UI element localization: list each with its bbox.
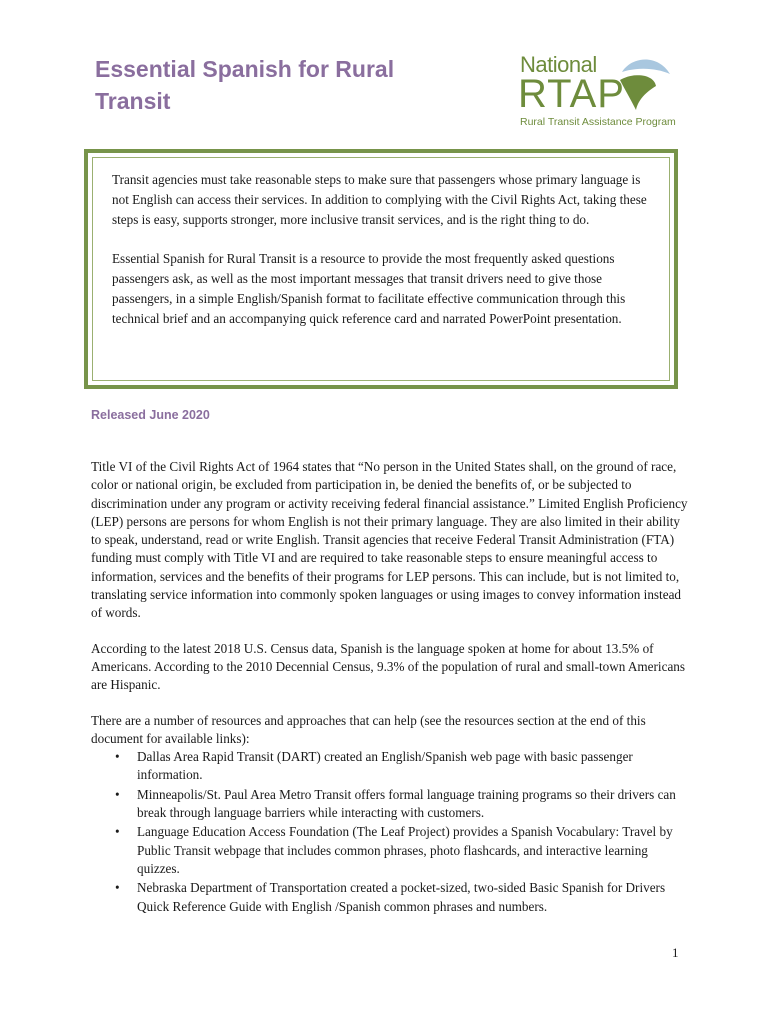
- list-item-text: Nebraska Department of Transportation created a pocket-sized, two-sided Basic Spanish for Drivers Quick Reference Guide with English /Spanish common phrases and numbers.: [137, 880, 666, 914]
- summary-paragraph: Essential Spanish for Rural Transit is a resource to provide the most frequently asked questions passengers ask, as well as the most important messages that transit drivers need to give those passengers, in a simple English/Spanish format to facilitate effective communication through this technical brief and an accompanying quick reference card and narrated PowerPoint presentation.: [112, 250, 626, 327]
- list-item: [91, 823, 691, 878]
- list-item: [91, 786, 691, 823]
- release-date: Released June 2020: [91, 408, 210, 422]
- resource-list: [91, 748, 691, 916]
- logo-subtitle: Rural Transit Assistance Program: [520, 116, 676, 128]
- list-item-text: Minneapolis/St. Paul Area Metro Transit offers formal language training programs so their drivers can break through language barriers while interacting with customers.: [137, 786, 676, 821]
- body-content: [91, 458, 691, 917]
- list-item-text: Dallas Area Rapid Transit (DART) created an English/Spanish web page with basic passenger information.: [137, 749, 633, 783]
- page-number: 1: [672, 945, 679, 960]
- summary-text: [112, 170, 657, 347]
- bullet-icon: •: [115, 880, 120, 896]
- bullet-icon: •: [115, 824, 120, 840]
- logo-green-leaf: [620, 75, 656, 110]
- list-item: [91, 748, 691, 785]
- bullet-icon: •: [115, 786, 120, 802]
- summary-paragraph: Transit agencies must take reasonable steps to make sure that passengers whose primary language is not English can access their services. In addition to complying with the Civil Rights Act, taking these steps is easy, supports stronger, more inclusive transit services, and is the right thing to do.: [112, 172, 647, 228]
- logo-national-text: National: [520, 52, 597, 77]
- bullet-icon: •: [115, 749, 120, 765]
- body-paragraph: There are a number of resources and approaches that can help (see the resources section at the end of this document for available links):: [91, 712, 646, 746]
- list-item: [91, 879, 691, 916]
- rtap-leaf-icon: [616, 54, 672, 110]
- body-paragraph: According to the latest 2018 U.S. Census data, Spanish is the language spoken at home for about 13.5% of Americans. According to the 2010 Decennial Census, 9.3% of the population of rural and small-town Americans are Hispanic.: [91, 640, 686, 693]
- logo-rtap-text: RTAP: [518, 72, 625, 116]
- page-title: Essential Spanish for Rural Transit: [95, 56, 395, 114]
- body-paragraph: Title VI of the Civil Rights Act of 1964 states that “No person in the United States shall, on the ground of race, color or national origin, be excluded from participation in, be denied the benefits of, or be subjected to discrimination under any program or activity receiving federal financial assistance.” Limited English Proficiency (LEP) persons are persons for whom English is not their primary language. They are also limited in their ability to speak, understand, read or write English. Transit agencies that receive Federal Transit Administration (FTA) funding must comply with Title VI and are required to take reasonable steps to ensure meaningful access to information, services and the benefits of their programs for LEP persons. This can include, but is not limited to, translating service information into commonly spoken languages or using images to convey information instead of words.: [91, 459, 688, 621]
- logo-blue-arc: [622, 60, 670, 75]
- national-rtap-logo: [518, 52, 678, 132]
- list-item-text: Language Education Access Foundation (The Leaf Project) provides a Spanish Vocabulary: Travel by Public Transit webpage that includes common phrases, photo flashcards, and interactive learning quizzes.: [137, 824, 673, 876]
